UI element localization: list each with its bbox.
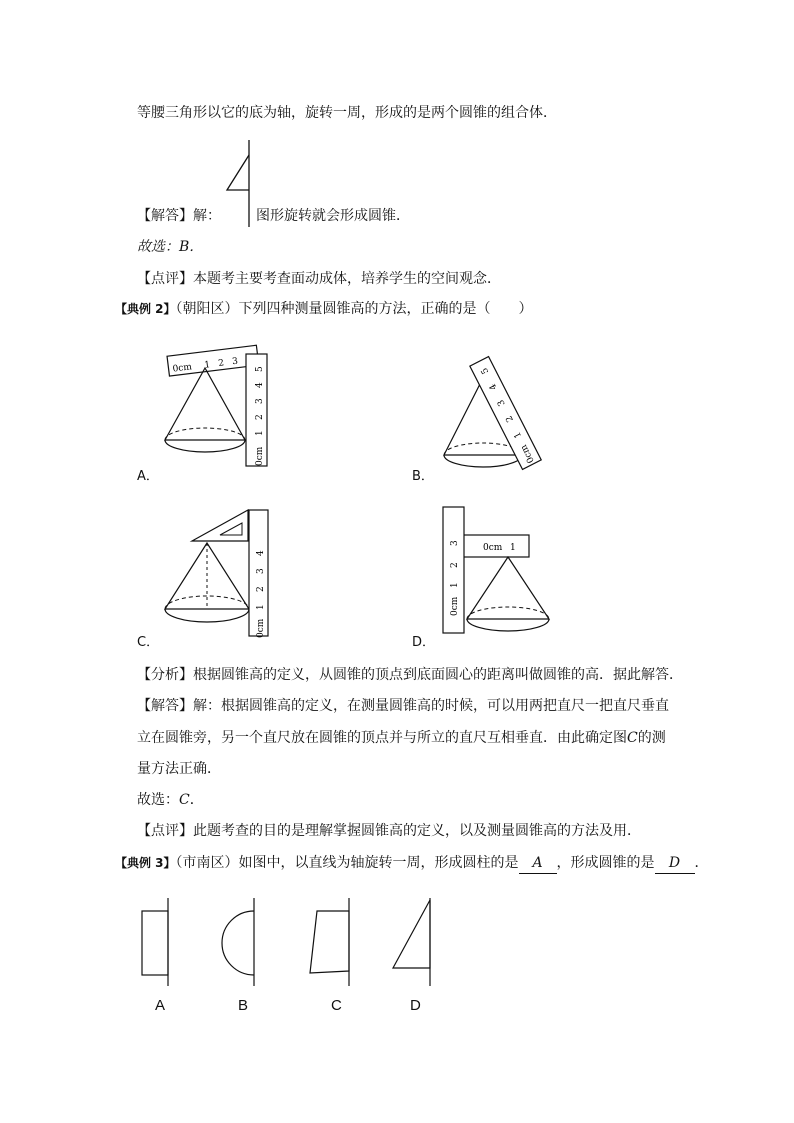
ruler-b-4: 4 (488, 381, 500, 392)
example3-question-part2: ，形成圆锥的是 (556, 855, 655, 871)
example2-analysis: 【分析】根据圆锥高的定义，从圆锥的顶点到底面圆心的距离叫做圆锥的高．据此解答． (137, 667, 683, 683)
ruler-a-v-1: 1 (255, 430, 265, 436)
example3-tag: 【典例 3】 (115, 856, 176, 870)
ruler-c-1: 1 (256, 604, 266, 610)
intro-comment: 【点评】本题考主要考查面动成体，培养学生的空间观念． (137, 271, 501, 287)
figure-3b-semicircle (215, 898, 265, 988)
ruler-a-h-1: 1 (203, 360, 211, 371)
figure-b-cone-ruler (440, 355, 560, 475)
option-d-label: D． (412, 635, 436, 650)
example2-solution-line2b: 的测 (637, 730, 666, 746)
example2-tag: 【典例 2】 (115, 302, 176, 316)
ruler-a-v-0: 0cm (255, 446, 265, 466)
ruler-d-v-1: 1 (450, 582, 460, 588)
intro-sentence: 等腰三角形以它的底为轴，旋转一周，形成的是两个圆锥的组合体． (137, 105, 557, 121)
intro-solution-suffix: 图形旋转就会形成圆锥． (256, 208, 410, 224)
ruler-c-4: 4 (256, 550, 266, 556)
ruler-d-v-2: 2 (450, 562, 460, 568)
ruler-a-h-0: 0cm (172, 362, 193, 375)
figure-d-cone-ruler (443, 505, 563, 640)
example2-comment: 【点评】此题考查的目的是理解掌握圆锥高的定义，以及测量圆锥高的方法及用． (137, 823, 641, 839)
example2-answer-prefix: 故选： (137, 792, 179, 808)
ruler-d-h-0: 0cm (483, 543, 503, 553)
ruler-a-h-3: 3 (231, 356, 239, 368)
example3-question-end: ． (694, 855, 709, 871)
figure-3d-right-triangle (388, 898, 438, 988)
example2-solution-line2a: 立在圆锥旁，另一个直尺放在圆锥的顶点并与所立的直尺互相垂直．由此确定图 (137, 730, 627, 746)
ruler-b-1: 1 (512, 429, 525, 440)
figure-3a-label: A (155, 997, 166, 1014)
right-triangle-rotation-figure (225, 140, 255, 230)
ruler-a-v-4: 4 (255, 382, 265, 388)
figure-3b-label: B (238, 997, 249, 1014)
example2-solution-line1: 【解答】解：根据圆锥高的定义，在测量圆锥高的时候，可以用两把直尺一把直尺垂直 (137, 698, 669, 714)
ruler-a-h-2: 2 (217, 358, 225, 369)
intro-answer: 故选：B． (137, 239, 204, 255)
example3-blank-cylinder: A (519, 853, 557, 874)
option-a-label: A． (137, 469, 159, 484)
example2-solution-line3: 量方法正确． (137, 761, 221, 777)
figure-3c-trapezoid (305, 898, 355, 988)
example2-question: （朝阳区）下列四种测量圆锥高的方法，正确的是（ ） (175, 301, 533, 317)
ruler-c-0: 0cm (256, 618, 266, 638)
example3-blank-cone: D (655, 853, 695, 874)
figure-3d-label: D (410, 997, 421, 1014)
example3-question-part1: （市南区）如图中，以直线为轴旋转一周，形成圆柱的是 (175, 855, 519, 871)
ruler-a-v-2: 2 (255, 414, 265, 420)
ruler-b-3: 3 (496, 397, 508, 408)
figure-c-cone-set-square (160, 505, 280, 640)
ruler-b-0: 0cm (519, 442, 537, 465)
figure-3c-label: C (331, 997, 342, 1014)
ruler-d-h-1: 1 (510, 543, 516, 553)
ruler-c-2: 2 (256, 586, 266, 592)
ruler-a-v-3: 3 (255, 398, 265, 404)
ruler-d-v-0: 0cm (450, 596, 460, 616)
ruler-a-v-5: 5 (255, 366, 265, 372)
example2-answer-suffix: ． (189, 792, 204, 808)
figure-a-cone-ruler (160, 340, 280, 470)
ruler-b-2: 2 (504, 413, 516, 424)
option-c-label: C． (137, 635, 160, 650)
example2-solution-var: C (627, 730, 638, 746)
ruler-c-3: 3 (256, 568, 266, 574)
figure-3a-rectangle (140, 898, 180, 988)
option-b-label: B． (412, 469, 434, 484)
ruler-b-5: 5 (479, 365, 492, 376)
intro-solution-prefix: 【解答】解： (137, 208, 221, 224)
ruler-d-v-3: 3 (450, 540, 460, 546)
example2-answer-var: C (179, 792, 190, 808)
